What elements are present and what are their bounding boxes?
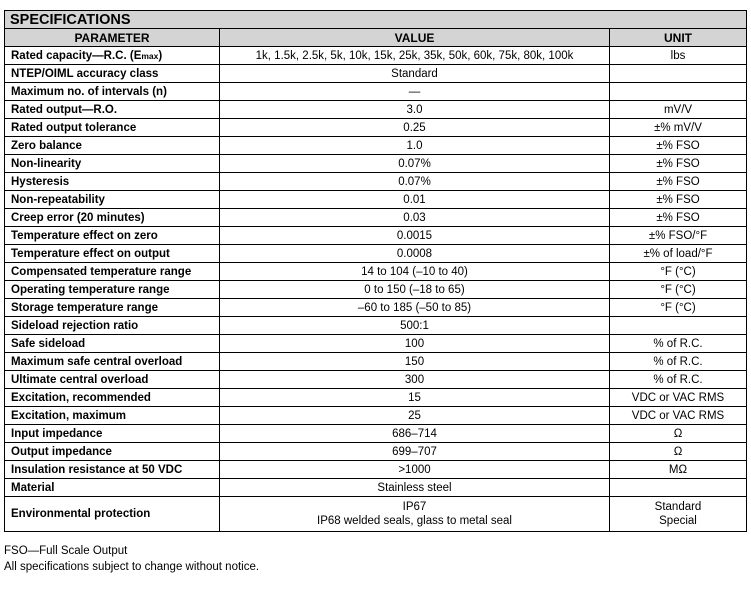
rated-capacity-label-sub: max <box>141 50 159 61</box>
parameter-cell: Excitation, recommended <box>5 389 220 407</box>
footnote-disclaimer: All specifications subject to change without notice. <box>4 561 260 573</box>
table-row <box>5 155 747 173</box>
table-row <box>5 353 747 371</box>
table-header-row <box>5 29 747 47</box>
value-cell: 0.03 <box>220 209 610 227</box>
parameter-cell: Maximum no. of intervals (n) <box>5 83 220 101</box>
unit-cell: ±% FSO <box>610 155 747 173</box>
parameter-cell: NTEP/OIML accuracy class <box>5 65 220 83</box>
unit-cell: ±% FSO/°F <box>610 227 747 245</box>
parameter-cell: Creep error (20 minutes) <box>5 209 220 227</box>
value-cell: 150 <box>220 353 610 371</box>
parameter-cell <box>5 47 220 65</box>
unit-cell: °F (°C) <box>610 263 747 281</box>
parameter-cell: Sideload rejection ratio <box>5 317 220 335</box>
value-line-special: IP68 welded seals, glass to metal seal <box>317 515 512 527</box>
parameter-cell: Operating temperature range <box>5 281 220 299</box>
table-row-rated-capacity <box>5 47 747 65</box>
parameter-cell: Temperature effect on zero <box>5 227 220 245</box>
table-row <box>5 119 747 137</box>
parameter-cell: Maximum safe central overload <box>5 353 220 371</box>
parameter-cell: Input impedance <box>5 425 220 443</box>
table-row <box>5 461 747 479</box>
value-cell: 699–707 <box>220 443 610 461</box>
table-title-row <box>5 11 747 29</box>
table-row-environmental-protection <box>5 497 747 532</box>
table-row <box>5 407 747 425</box>
table-row <box>5 335 747 353</box>
parameter-cell: Compensated temperature range <box>5 263 220 281</box>
table-row <box>5 101 747 119</box>
unit-cell: ±% FSO <box>610 173 747 191</box>
table-row <box>5 65 747 83</box>
table-row <box>5 299 747 317</box>
table-row <box>5 389 747 407</box>
value-cell: 100 <box>220 335 610 353</box>
unit-cell: °F (°C) <box>610 299 747 317</box>
parameter-cell: Excitation, maximum <box>5 407 220 425</box>
column-header-unit: UNIT <box>610 29 747 47</box>
unit-cell: °F (°C) <box>610 281 747 299</box>
value-cell: 686–714 <box>220 425 610 443</box>
unit-line-standard: Standard <box>654 501 702 513</box>
value-cell: — <box>220 83 610 101</box>
parameter-cell: Output impedance <box>5 443 220 461</box>
unit-cell: lbs <box>610 47 747 65</box>
value-cell: 300 <box>220 371 610 389</box>
unit-cell: ±% mV/V <box>610 119 747 137</box>
unit-cell: ±% of load/°F <box>610 245 747 263</box>
table-row <box>5 173 747 191</box>
parameter-cell: Temperature effect on output <box>5 245 220 263</box>
unit-cell: Ω <box>610 425 747 443</box>
value-cell: 1k, 1.5k, 2.5k, 5k, 10k, 15k, 25k, 35k, 50k, 60k, 75k, 80k, 100k <box>220 47 610 65</box>
table-row <box>5 245 747 263</box>
unit-cell <box>610 497 747 532</box>
value-cell: 0.07% <box>220 173 610 191</box>
value-cell: 15 <box>220 389 610 407</box>
footnote-fso: FSO—Full Scale Output <box>4 545 128 557</box>
table-row <box>5 83 747 101</box>
table-row <box>5 263 747 281</box>
parameter-cell: Non-repeatability <box>5 191 220 209</box>
value-cell <box>220 497 610 532</box>
value-cell: 0.07% <box>220 155 610 173</box>
parameter-cell: Hysteresis <box>5 173 220 191</box>
parameter-cell: Environmental protection <box>5 497 220 532</box>
value-cell: 3.0 <box>220 101 610 119</box>
unit-cell: VDC or VAC RMS <box>610 389 747 407</box>
unit-cell: % of R.C. <box>610 335 747 353</box>
unit-cell: ±% FSO <box>610 209 747 227</box>
table-row <box>5 137 747 155</box>
parameter-cell: Safe sideload <box>5 335 220 353</box>
table-title: SPECIFICATIONS <box>5 11 747 29</box>
value-cell: –60 to 185 (–50 to 85) <box>220 299 610 317</box>
value-cell: >1000 <box>220 461 610 479</box>
parameter-cell: Ultimate central overload <box>5 371 220 389</box>
parameter-cell: Insulation resistance at 50 VDC <box>5 461 220 479</box>
unit-cell: % of R.C. <box>610 371 747 389</box>
value-cell: Stainless steel <box>220 479 610 497</box>
value-cell: 0.01 <box>220 191 610 209</box>
unit-cell <box>610 65 747 83</box>
value-cell: 0.0015 <box>220 227 610 245</box>
table-row <box>5 209 747 227</box>
column-header-value: VALUE <box>220 29 610 47</box>
table-row <box>5 479 747 497</box>
unit-cell: % of R.C. <box>610 353 747 371</box>
parameter-cell: Rated output tolerance <box>5 119 220 137</box>
value-cell: 0.0008 <box>220 245 610 263</box>
value-cell: 14 to 104 (–10 to 40) <box>220 263 610 281</box>
parameter-cell: Storage temperature range <box>5 299 220 317</box>
table-row <box>5 317 747 335</box>
unit-cell: mV/V <box>610 101 747 119</box>
specifications-table <box>4 10 747 532</box>
table-row <box>5 425 747 443</box>
specifications-sheet <box>4 10 746 532</box>
parameter-cell: Rated output—R.O. <box>5 101 220 119</box>
value-cell: 1.0 <box>220 137 610 155</box>
value-cell: 0 to 150 (–18 to 65) <box>220 281 610 299</box>
unit-cell: ±% FSO <box>610 137 747 155</box>
unit-cell: MΩ <box>610 461 747 479</box>
unit-cell <box>610 83 747 101</box>
parameter-cell: Zero balance <box>5 137 220 155</box>
value-line-standard: IP67 <box>402 501 427 513</box>
table-row <box>5 371 747 389</box>
unit-cell: VDC or VAC RMS <box>610 407 747 425</box>
unit-cell <box>610 317 747 335</box>
parameter-cell: Material <box>5 479 220 497</box>
parameter-cell: Non-linearity <box>5 155 220 173</box>
table-row <box>5 227 747 245</box>
value-cell: Standard <box>220 65 610 83</box>
value-cell: 0.25 <box>220 119 610 137</box>
table-row <box>5 191 747 209</box>
column-header-parameter: PARAMETER <box>5 29 220 47</box>
table-row <box>5 443 747 461</box>
unit-line-special: Special <box>659 515 697 527</box>
rated-capacity-label-suffix: ) <box>158 49 163 62</box>
value-cell: 500:1 <box>220 317 610 335</box>
rated-capacity-label: Rated capacity—R.C. (E <box>11 49 142 62</box>
value-cell: 25 <box>220 407 610 425</box>
footnotes <box>4 543 259 575</box>
unit-cell: Ω <box>610 443 747 461</box>
table-row <box>5 281 747 299</box>
unit-cell: ±% FSO <box>610 191 747 209</box>
unit-cell <box>610 479 747 497</box>
